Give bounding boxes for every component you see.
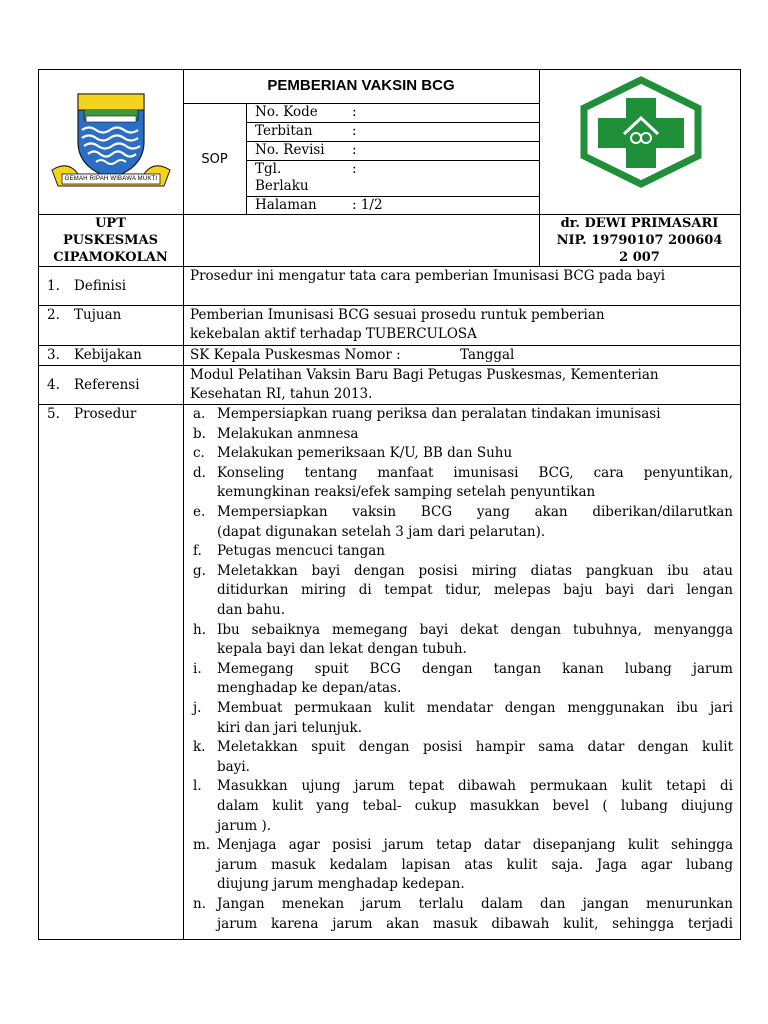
meta-value: : (352, 161, 357, 177)
section-label: Kebijakan (74, 347, 142, 363)
sop-label: SOP (201, 152, 228, 167)
procedure-step-text: bayi. (217, 758, 250, 775)
procedure-step-text: jarum masuk kedalam lapisan atas kulit saja. Jaga agar lubang (217, 856, 733, 873)
section-number: 3. (47, 347, 60, 363)
org-line: PUSKESMAS (63, 233, 158, 248)
section-label: Prosedur (74, 406, 137, 422)
procedure-step-text: dalam kulit yang tebal- cukup masukkan bevel ( lubang diujung (217, 798, 733, 814)
procedure-step-text: Melakukan pemeriksaan K/U, BB dan Suhu (217, 445, 513, 462)
procedure-step-text: Membuat permukaan kulit mendatar dengan menggunakan ibu jari (217, 700, 733, 716)
procedure-step-marker: j. (193, 700, 202, 716)
document-title: PEMBERIAN VAKSIN BCG (267, 77, 455, 94)
reference-text: Modul Pelatihan Vaksin Baru Bagi Petugas Puskesmas, Kementerian (190, 367, 659, 383)
procedure-step-marker: a. (193, 406, 206, 422)
procedure-step-text: Meletakkan spuit dengan posisi hampir sama datar dengan kulit (217, 739, 733, 756)
meta-value: : (352, 142, 357, 158)
section-number: 4. (47, 377, 60, 393)
procedure-step-text: Meletakkan bayi dengan posisi miring diatas pangkuan ibu atau (217, 562, 733, 579)
section-label: Tujuan (74, 307, 122, 323)
procedure-step-marker: c. (193, 445, 205, 462)
policy-text: SK Kepala Puskesmas Nomor : (190, 347, 401, 363)
org-line: UPT (95, 216, 126, 231)
procedure-step-text: dan bahu. (217, 602, 286, 618)
procedure-step-marker: b. (193, 425, 206, 442)
procedure-step-text: kiri dan jari telunjuk. (217, 719, 363, 736)
procedure-step-text: Memegang spuit BCG dengan tangan kanan lubang jarum (217, 660, 733, 677)
procedure-step-text: ditidurkan miring di tempat tidur, melepas baju bayi dari lengan (217, 582, 733, 599)
procedure-step-marker: n. (193, 896, 206, 912)
signer-name: dr. DEWI PRIMASARI (560, 216, 719, 231)
procedure-step-text: Menjaga agar posisi jarum tetap datar disepanjang kulit sehingga (217, 837, 733, 854)
signer-nip: NIP. 19790107 200604 (556, 233, 723, 248)
meta-label: Berlaku (255, 178, 309, 194)
procedure-step-text: (dapat digunakan setelah 3 jam dari pelarutan). (217, 523, 546, 540)
procedure-step-marker: m. (193, 837, 211, 854)
procedure-step-marker: k. (193, 739, 206, 756)
meta-label: No. Kode (255, 104, 318, 120)
procedure-step-text: Konseling tentang manfaat imunisasi BCG, cara penyuntikan, (217, 464, 733, 481)
section-number: 1. (47, 278, 60, 294)
section-label: Referensi (74, 377, 140, 393)
procedure-step-marker: i. (193, 660, 202, 677)
procedure-step-marker: l. (193, 778, 202, 795)
procedure-step-text: Mempersiapkan ruang periksa dan peralatan tindakan imunisasi (217, 406, 661, 422)
procedure-step-text: Ibu sebaiknya memegang bayi dekat dengan tubuhnya, menyangga (217, 621, 733, 638)
procedure-step-text: jarum karena jarum akan masuk dibawah kulit, sehingga terjadi (217, 915, 733, 932)
meta-label: Halaman (255, 197, 317, 213)
definition-text: Prosedur ini mengatur tata cara pemberian Imunisasi BCG pada bayi (190, 268, 666, 284)
procedure-step-marker: e. (193, 504, 206, 520)
procedure-step-text: Melakukan anmnesa (217, 425, 359, 442)
reference-text: Kesehatan RI, tahun 2013. (190, 386, 373, 402)
section-number: 5. (47, 406, 60, 422)
procedure-step-marker: d. (193, 464, 206, 481)
procedure-step-text: Mempersiapkan vaksin BCG yang akan diberikan/dilarutkan (217, 504, 733, 520)
purpose-text: Pemberian Imunisasi BCG sesuai prosedu runtuk pemberian (190, 307, 605, 323)
procedure-step-text: Masukkan ujung jarum tepat dibawah permukaan kulit tetapi di (217, 778, 733, 795)
procedure-step-text: diujung jarum menghadap kedepan. (217, 876, 465, 893)
procedure-step-text: kemungkinan reaksi/efek samping setelah penyuntikan (217, 484, 596, 501)
procedure-step-text: menghadap ke depan/atas. (217, 680, 402, 697)
meta-value: : 1/2 (352, 197, 383, 213)
procedure-step-text: jarum ). (217, 817, 272, 834)
meta-value: : (352, 104, 357, 120)
signer-nip-cont: 2 007 (619, 250, 660, 265)
signer-block (539, 215, 740, 266)
purpose-text: kekebalan aktif terhadap TUBERCULOSA (190, 326, 477, 342)
procedure-step-marker: g. (193, 562, 206, 579)
section-number: 2. (47, 307, 60, 323)
meta-label: Tgl. (255, 161, 282, 177)
procedure-step-text: kepala bayi dan lekat dengan tubuh. (217, 641, 467, 658)
policy-date-label: Tanggal (460, 347, 515, 363)
organization-name (38, 215, 183, 266)
procedure-step-marker: f. (193, 543, 202, 560)
org-line: CIPAMOKOLAN (53, 250, 168, 265)
procedure-step-marker: h. (193, 621, 206, 638)
city-crest-logo (48, 90, 174, 194)
meta-label: Terbitan (255, 123, 313, 139)
procedure-step-text: Petugas mencuci tangan (217, 543, 385, 560)
puskesmas-logo (578, 76, 704, 188)
meta-label: No. Revisi (255, 142, 325, 158)
section-label: Definisi (74, 278, 127, 294)
meta-value: : (352, 123, 357, 139)
procedure-step-text: Jangan menekan jarum terlalu dalam dan jangan menurunkan (217, 896, 733, 912)
crest-motto: GEMAH RIPAH WIBAWA MUKTI (64, 176, 158, 182)
